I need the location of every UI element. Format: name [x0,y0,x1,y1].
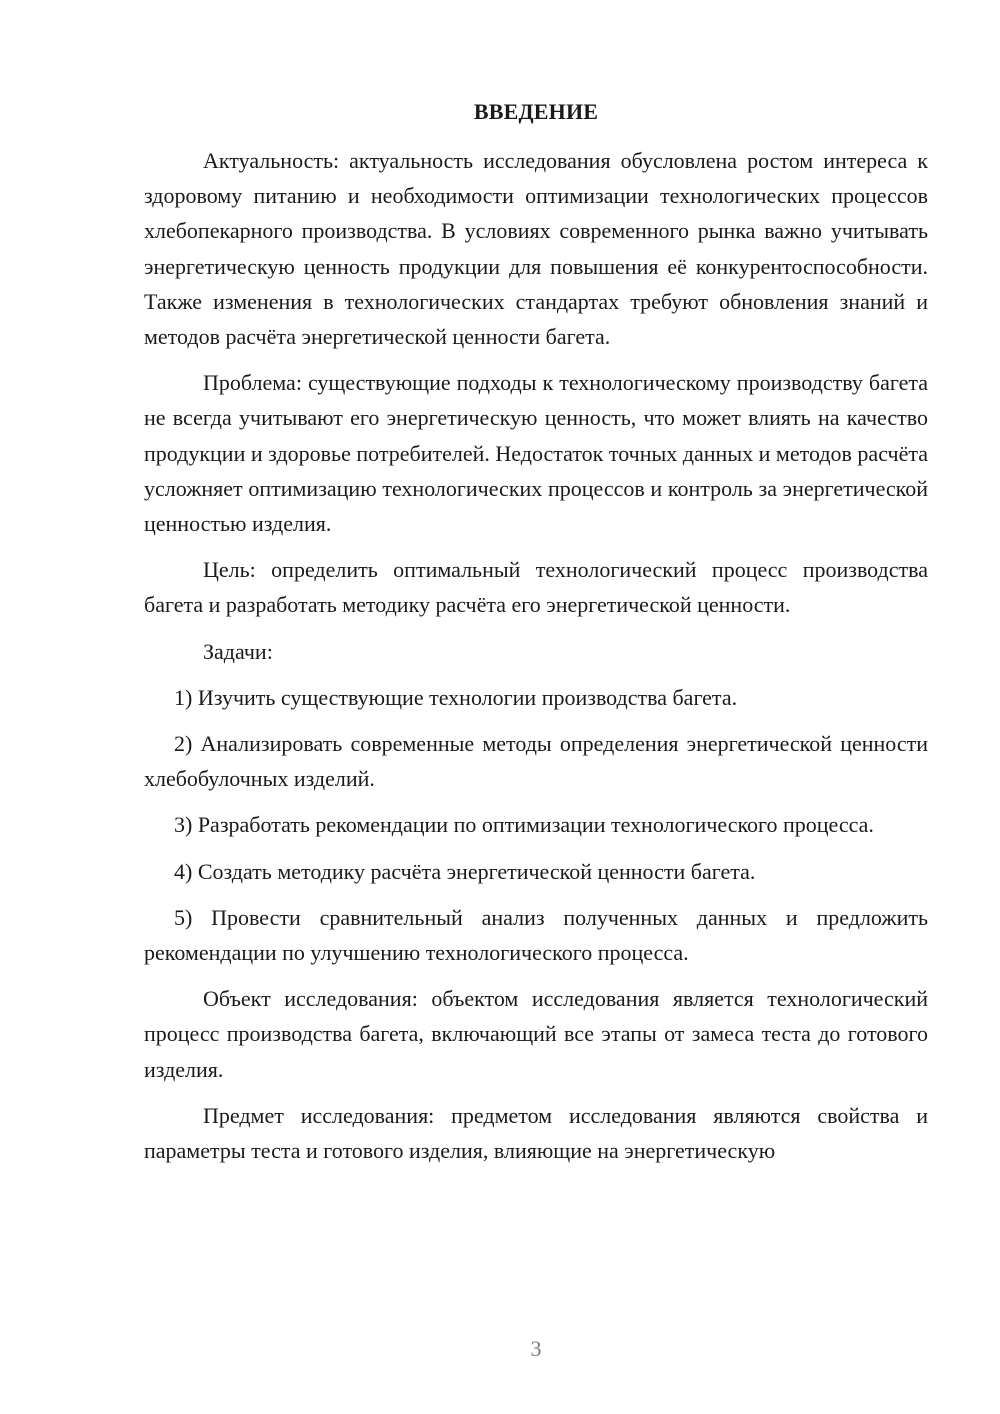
task-item-1: 1) Изучить существующие технологии производства багета. [174,684,738,710]
task-item-2: 2) Анализировать современные методы определения энергетической ценности хлебобулочных изделий. [144,731,928,792]
task-item-3: 3) Разработать рекомендации по оптимизации технологического процесса. [174,812,874,838]
paragraph-subject: Предмет исследования: предметом исследования являются свойства и параметры теста и готового изделия, влияющие на энергетическую [144,1102,928,1164]
paragraph-tasks-heading: Задачи: [203,638,273,664]
section-heading: ВВЕДЕНИЕ [473,99,599,124]
paragraph-object: Объект исследования: объектом исследования является технологический процесс производства багета, включающий все этапы от замеса теста до готового изделия. [144,986,928,1082]
paragraph-relevance: Актуальность: актуальность исследования обусловлена ростом интереса к здоровому питанию и необходимости оптимизации технологических процессов хлебопекарного производства. В условиях современного рынка важно учитывать энергетическую ценность продукции для повышения её конкурентоспособности. Также изменения в технологических стандартах требуют обновления знаний и методов расчёта энергетической ценности багета. [144,148,928,350]
paragraph-problem: Проблема: существующие подходы к технологическому производству багета не всегда учитывают его энергетическую ценность, что может влиять на качество продукции и здоровье потребителей. Недостаток точных данных и методов расчёта усложняет оптимизацию технологических процессов и контроль за энергетической ценностью изделия. [144,370,928,537]
task-item-4: 4) Создать методику расчёта энергетической ценности багета. [174,858,756,884]
page-number: 3 [530,1336,542,1361]
body-text [144,143,928,1168]
task-item-5: 5) Провести сравнительный анализ полученных данных и предложить рекомендации по улучшению технологического процесса. [144,904,928,966]
paragraph-goal: Цель: определить оптимальный технологический процесс производства багета и разработать методику расчёта его энергетической ценности. [144,557,928,618]
